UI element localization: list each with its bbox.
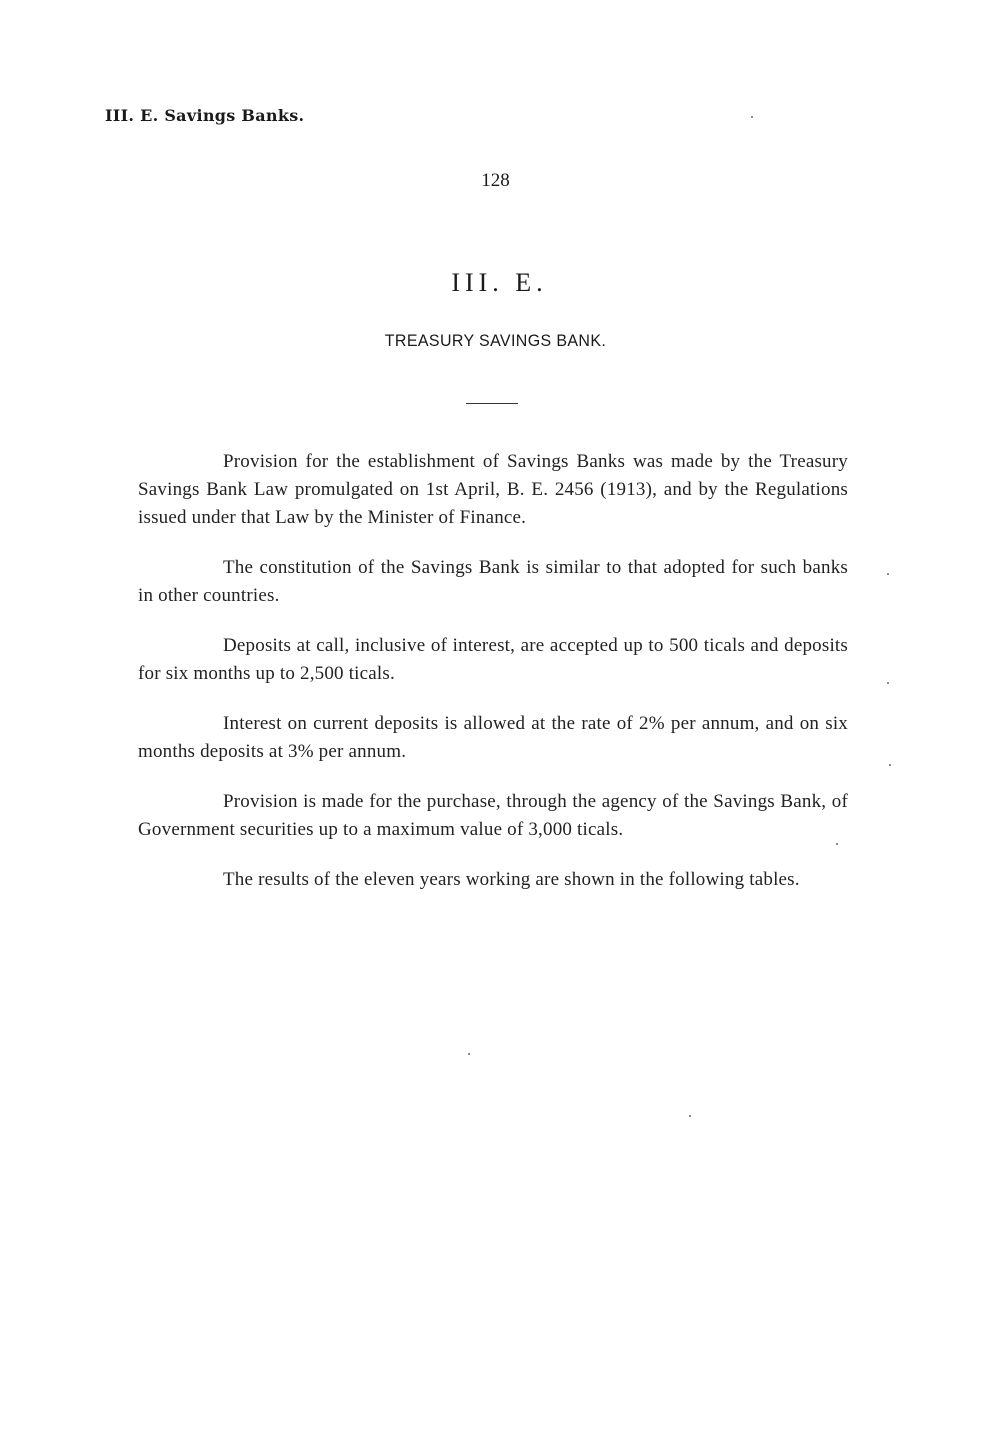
scan-speck — [468, 1053, 470, 1055]
page-number: 128 — [481, 170, 510, 191]
scan-speck — [887, 682, 889, 684]
body-text — [138, 448, 848, 916]
paragraph-constitution: The constitution of the Savings Bank is similar to that adopted for such banks in other countries. — [138, 557, 848, 606]
scan-speck — [887, 573, 889, 575]
scan-speck — [889, 764, 891, 766]
section-divider — [466, 403, 518, 404]
section-number: III. E. — [451, 268, 548, 297]
paragraph-establishment: Provision for the establishment of Savings Banks was made by the Treasury Savings Bank Law promulgated on 1st April, B. E. 2456 (1913), and by the Regulations issued under that Law by the Minister of Finance. — [138, 451, 848, 528]
paragraph-results: The results of the eleven years working are shown in the following tables. — [223, 869, 800, 890]
running-head: III. E. Savings Banks. — [105, 106, 305, 125]
paragraph-securities: Provision is made for the purchase, through the agency of the Savings Bank, of Government securities up to a maximum value of 3,000 ticals. — [138, 791, 848, 840]
scan-speck — [689, 1115, 691, 1117]
paragraph-deposits: Deposits at call, inclusive of interest, are accepted up to 500 ticals and deposits for six months up to 2,500 ticals. — [138, 635, 848, 684]
scan-speck — [751, 116, 753, 118]
scan-speck — [836, 843, 838, 845]
section-title: TREASURY SAVINGS BANK. — [384, 331, 607, 350]
paragraph-interest: Interest on current deposits is allowed at the rate of 2% per annum, and on six months deposits at 3% per annum. — [138, 713, 848, 762]
